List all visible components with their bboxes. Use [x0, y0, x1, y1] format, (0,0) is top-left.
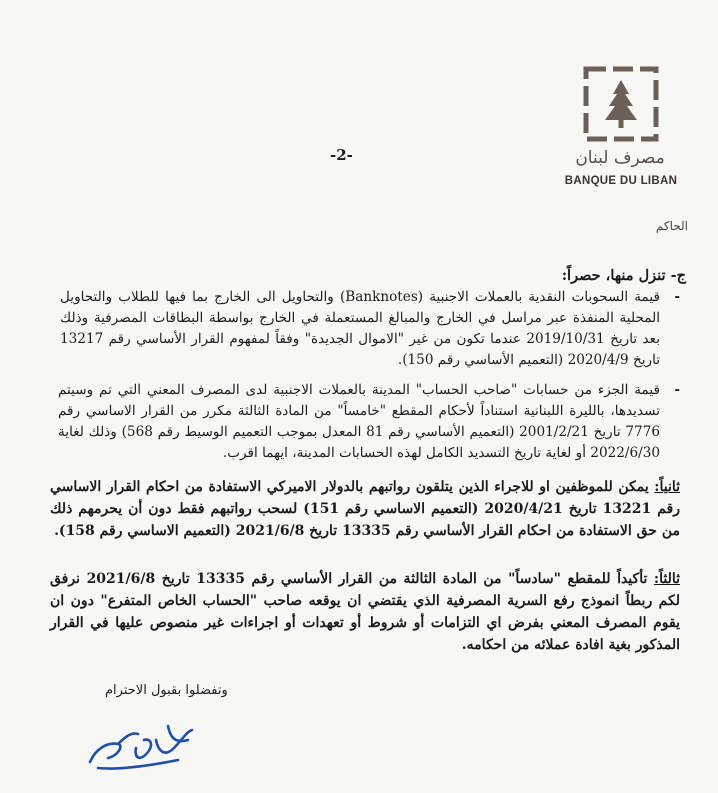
- office-label: الحاكم: [655, 219, 688, 233]
- list-item: [58, 380, 680, 464]
- cedar-logo-icon: [583, 66, 659, 142]
- clause-label: ثالثاً:: [653, 571, 681, 587]
- bullet-dash-icon: -: [674, 382, 680, 398]
- bullet-text: قيمة السحوبات النقدية بالعملات الاجنبية (Banknotes) والتحاويل الى الخارج بما فيها للطلاب والتحاويل المحلية المنفذة عبر مراسل في الخارج والمبالغ المستعملة في الخارج بواسطة البطاقات المصرفية وذلك بعد تاريخ 2019/10/31 عندما تكون من غير "الاموال الجديدة" وفقاً لمفهوم القرار الأساسي رقم 13217 تاريخ 2020/4/9 (التعميم الأساسي رقم 150).: [60, 289, 660, 368]
- bullet-dash-icon: -: [674, 289, 680, 305]
- clause-two: [50, 476, 680, 542]
- bank-name-french: BANQUE DU LIBAN: [564, 175, 678, 187]
- list-item: [60, 287, 680, 371]
- clause-text: يمكن للموظفين او للاجراء الذين يتلقون رواتبهم بالدولار الاميركي الاستفادة من احكام القرار الاساسي رقم 13221 تاريخ 2020/4/21 (التعميم الاساسي رقم 151) لسحب رواتبهم فقط دون أن يحرمهم ذلك من حق الاستفادة من احكام القرار الأساسي رقم 13335 تاريخ 2021/6/8 (التعميم الاساسي رقم 158).: [50, 479, 680, 539]
- clause-label: ثانياً:: [654, 479, 680, 495]
- page-number: -2-: [330, 146, 353, 164]
- section-c-title: ج- تنزل منها، حصراً:: [561, 267, 686, 284]
- bullet-text: قيمة الجزء من حسابات "صاحب الحساب" المدينة بالعملات الاجنبية لدى المصرف المعني التي تم وسيتم تسديدها، بالليرة اللبنانية استناداً لأحكام المقطع "خامساً" من المادة الثالثة مكرر من القرار الاساسي رقم 7776 تاريخ 2001/2/21 (التعميم الأساسي رقم 81 المعدل بموجب التعميم الوسيط رقم 568) وذلك لغاية 2022/6/30 أو لغاية تاريخ التسديد الكامل لهذه الحسابات المدينة، ايهما اقرب.: [58, 382, 660, 461]
- clause-text: تأكيداً للمقطع "سادساً" من المادة الثالثة من القرار الأساسي رقم 13335 تاريخ 2021/6/8 نرفق لكم ربطاً انموذج رفع السرية المصرفية الذي يقتضي ان يوقعه صاحب "الحساب الخاص المتفرع" دون ان يقوم المصرف المعني بفرض اي التزامات أو شروط أو تعهدات أو اجراءات غير منصوص عليها في القرار المذكور بغية افادة عملائه من احكامه.: [50, 571, 680, 653]
- bank-name-arabic: مصرف لبنان: [575, 148, 665, 168]
- clause-three: [50, 568, 680, 656]
- signature-icon: [78, 718, 218, 776]
- closing-line: وتفضلوا بقبول الاحترام: [105, 683, 228, 698]
